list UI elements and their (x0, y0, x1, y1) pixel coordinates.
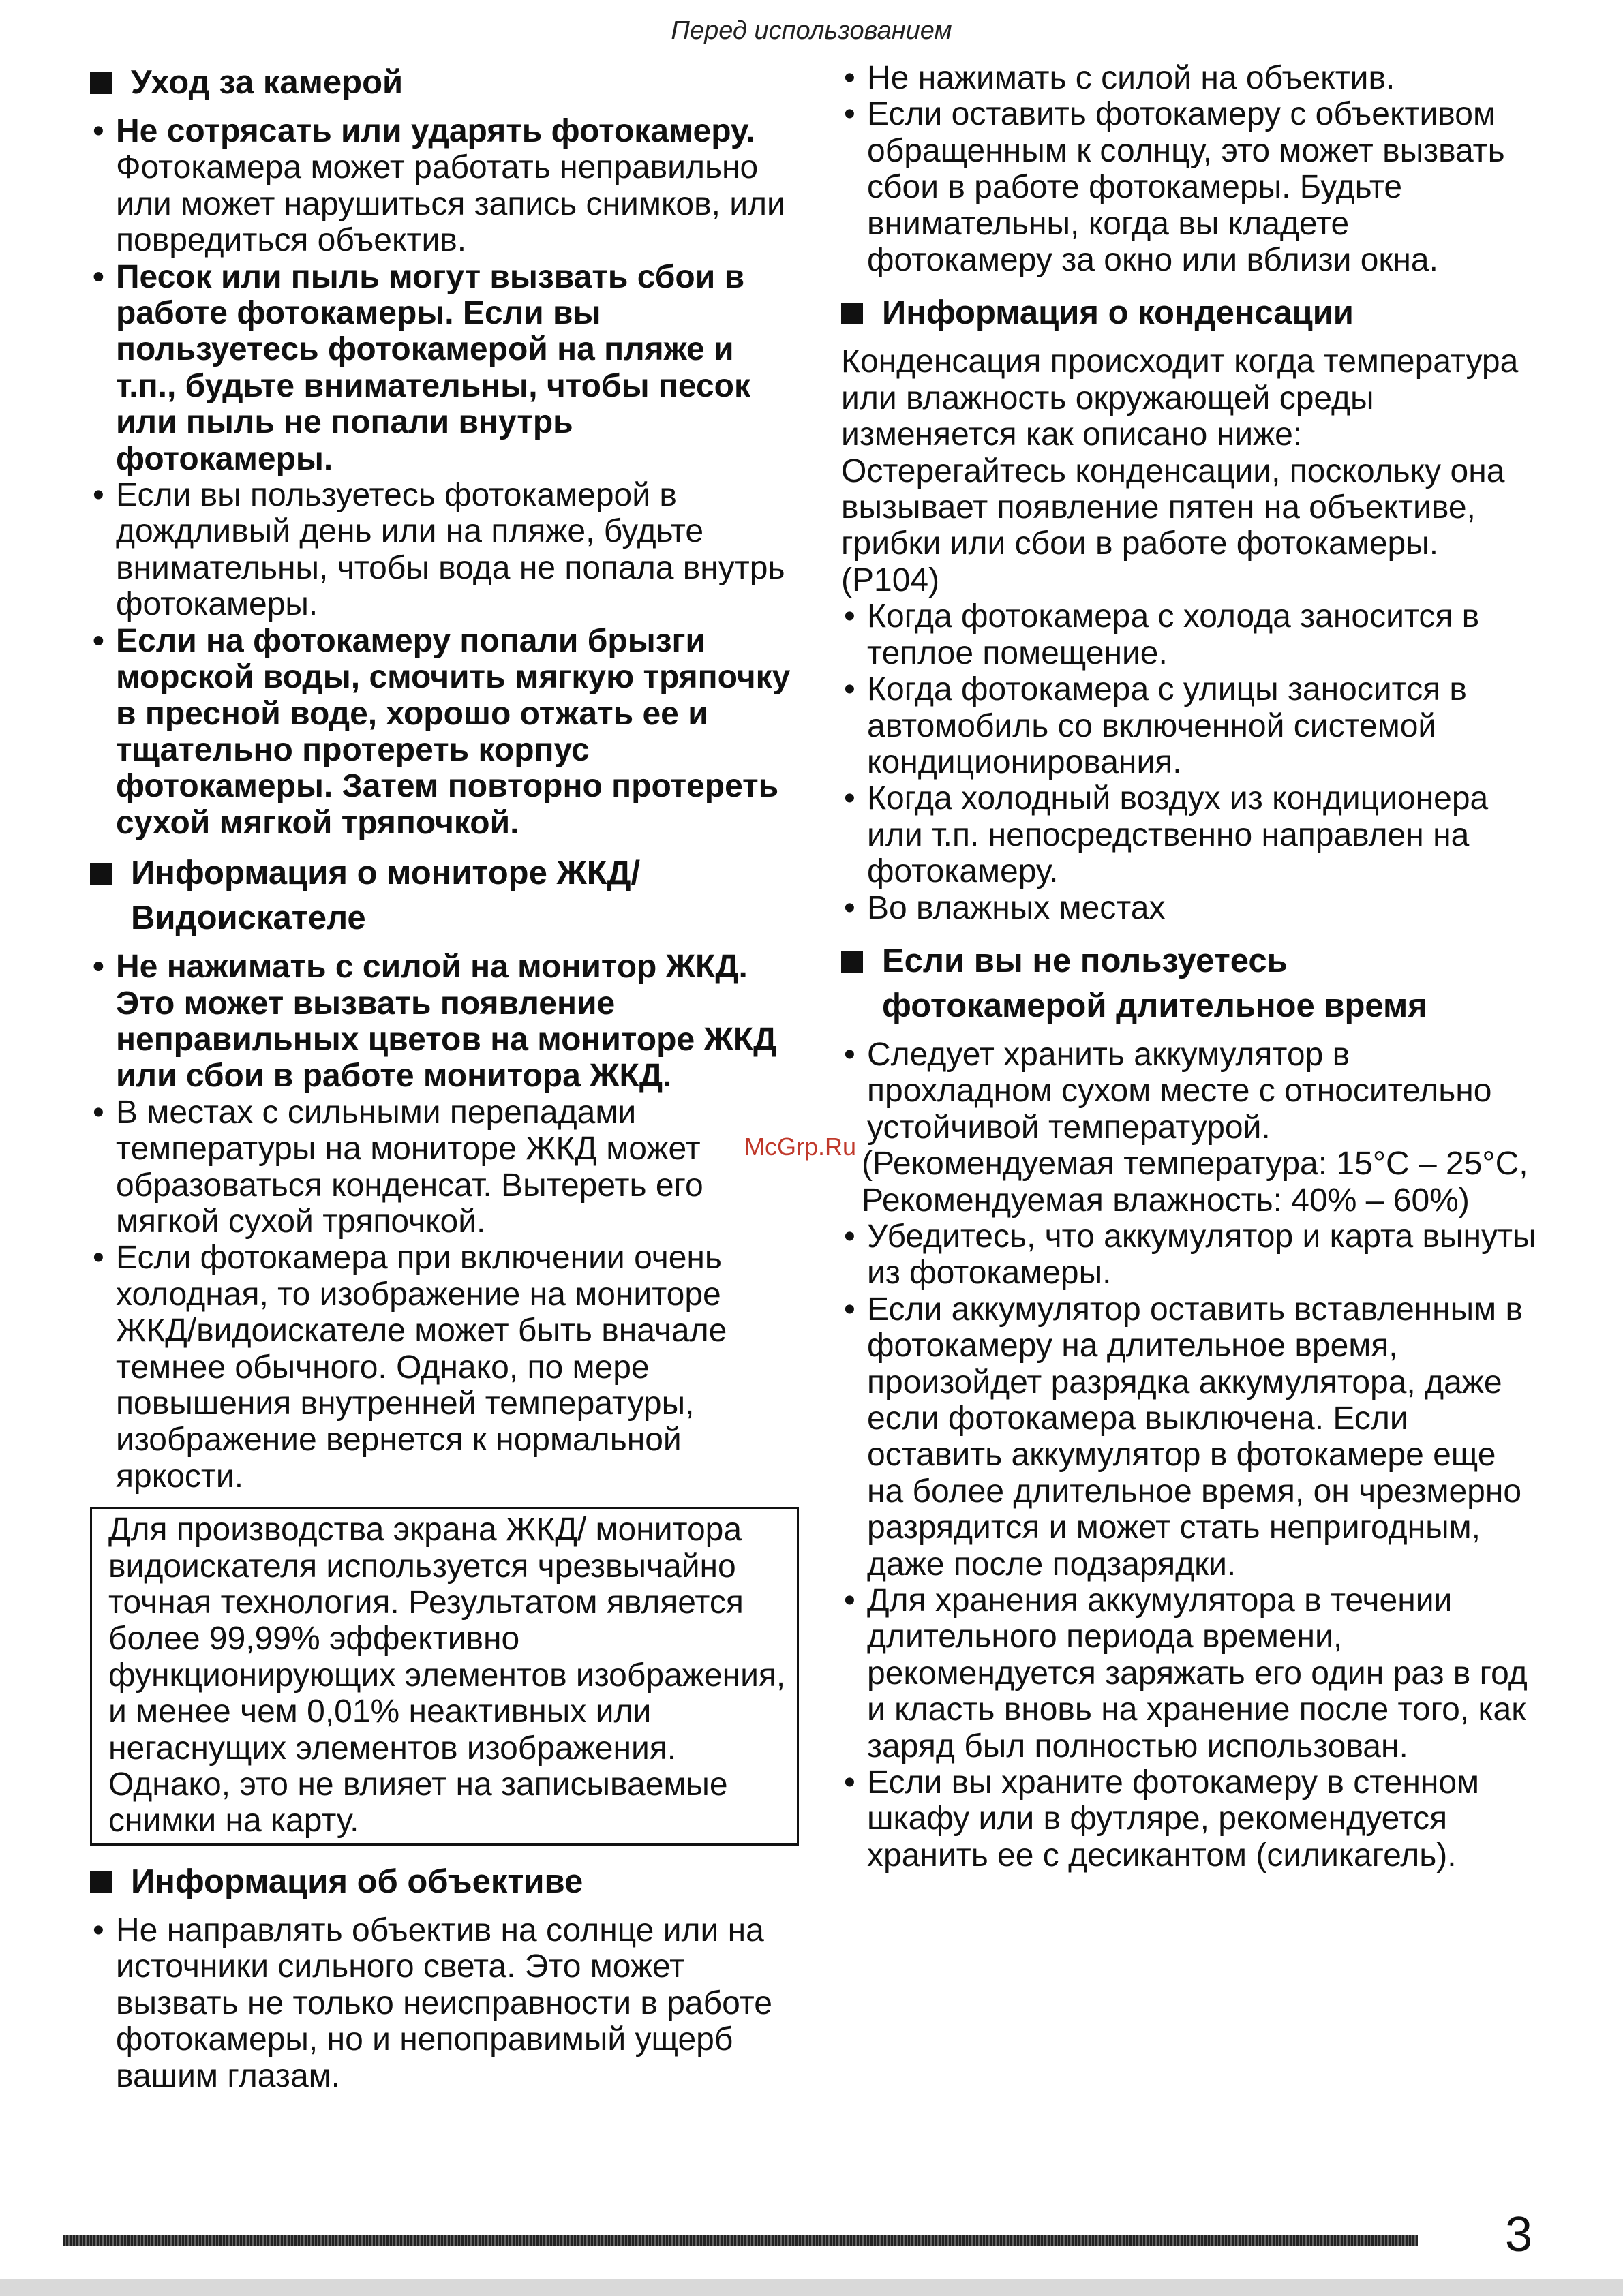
lens-list-continued (841, 60, 1536, 278)
item-text: Фотокамера может работать неправильно или может нарушиться запись снимков, или повредиться объектив. (116, 149, 785, 259)
list-item (90, 1912, 799, 2094)
lead-text: Не сотрясать или ударять фотокамеру. (116, 113, 755, 149)
section-heading-text-line2: Видоискателе (131, 900, 366, 937)
square-bullet-icon (841, 951, 863, 973)
bullet-icon: • (93, 1094, 104, 1131)
recommended-conditions-note: (Рекомендуемая температура: 15°C – 25°C, Рекомендуемая влажность: 40% – 60%) (862, 1146, 1528, 1219)
list-item (90, 113, 799, 259)
bullet-icon: • (844, 671, 855, 708)
item-text: Следует хранить аккумулятор в прохладном сухом месте с относительно устойчивой температурой. (867, 1036, 1492, 1146)
list-item (841, 671, 1536, 780)
list-item (90, 477, 799, 623)
list-item (841, 1291, 1536, 1582)
list-item (841, 1219, 1536, 1291)
bullet-icon: • (93, 622, 104, 659)
item-text: Когда фотокамера с холода заносится в теплое помещение. (867, 598, 1480, 671)
square-bullet-icon (90, 72, 112, 94)
item-text: Во влажных местах (867, 889, 1166, 926)
bullet-icon: • (844, 1764, 855, 1801)
lcd-technology-note-box (90, 1507, 799, 1846)
list-item (841, 1037, 1536, 1146)
section-heading-monitor (90, 851, 799, 940)
item-text: Если аккумулятор оставить вставленным в фотокамеру на длительное время, произойдет разрядка аккумулятора, даже если фотокамера выключена. Если оставить аккумулятор в фотокамере еще на более длительное время, он чрезмерно разрядится и может стать непригодным, даже после подзарядки. (867, 1291, 1523, 1582)
bullet-icon: • (844, 60, 855, 96)
storage-list (841, 1037, 1536, 1146)
bullet-icon: • (844, 1036, 855, 1073)
item-text: В местах с сильными перепадами температуры на мониторе ЖКД может образоваться конденсат. Вытереть его мягкой сухой тряпочкой. (116, 1094, 703, 1240)
monitor-list (90, 949, 799, 1495)
section-heading-text-line2: фотокамерой длительное время (882, 987, 1427, 1024)
item-text: Убедитесь, что аккумулятор и карта вынуты из фотокамеры. (867, 1218, 1536, 1291)
section-heading-long-storage (841, 938, 1536, 1028)
bullet-icon: • (844, 1218, 855, 1255)
condensation-intro-2: Остерегайтесь конденсации, поскольку она вызывает появление пятен на объективе, грибки или сбои в работе фотокамеры. (P104) (841, 453, 1505, 598)
lens-list (90, 1912, 799, 2094)
list-item (841, 96, 1536, 278)
list-item (841, 890, 1536, 926)
bullet-icon: • (93, 113, 104, 149)
item-text: Песок или пыль могут вызвать сбои в работе фотокамеры. Если вы пользуетесь фотокамерой на пляже и т.п., будьте внимательны, чтобы песок или пыль не попали внутрь фотокамеры. (116, 258, 751, 477)
note-text: Для производства экрана ЖКД/ монитора видоискателя используется чрезвычайно точная технология. Результатом является более 99,99% эффективно функционирующих элементов изображения, и менее чем 0,01% неактивных или негаснущих элементов изображения. Однако, это не влияет на записываемые снимки на карту. (108, 1512, 786, 1839)
section-heading-lens (90, 1859, 799, 1904)
bullet-icon: • (844, 780, 855, 817)
footer-rule (63, 2235, 1418, 2246)
list-item (841, 1582, 1536, 1764)
running-header: Перед использованием (671, 16, 952, 45)
item-text: Когда фотокамера с улицы заносится в автомобиль со включенной системой кондиционирования. (867, 671, 1467, 780)
list-item (841, 1764, 1536, 1873)
list-item (90, 1240, 799, 1495)
list-item (90, 1095, 799, 1240)
list-item (841, 60, 1536, 96)
bullet-icon: • (93, 1240, 104, 1276)
camera-care-list (90, 113, 799, 841)
section-heading-text: Если вы не пользуетесь (882, 942, 1288, 979)
square-bullet-icon (841, 303, 863, 324)
watermark: McGrp.Ru (744, 1133, 857, 1161)
list-item (841, 780, 1536, 889)
bullet-icon: • (844, 1582, 855, 1619)
list-item (841, 598, 1536, 671)
item-text: Для хранения аккумулятора в течении длительного периода времени, рекомендуется заряжать его один раз в год и класть вновь на хранение после того, как заряд был полностью использован. (867, 1582, 1528, 1764)
list-item (90, 623, 799, 841)
list-item (90, 949, 799, 1095)
square-bullet-icon (90, 1871, 112, 1893)
condensation-list (841, 598, 1536, 926)
item-text: Когда холодный воздух из кондиционера или т.п. непосредственно направлен на фотокамеру. (867, 780, 1489, 890)
item-text: Не направлять объектив на солнце или на источники сильного света. Это может вызвать не только неисправности в работе фотокамеры, но и непоправимый ущерб вашим глазам. (116, 1912, 772, 2094)
item-text: Не нажимать с силой на монитор ЖКД. Это может вызвать появление неправильных цветов на мониторе ЖКД или сбои в работе монитора ЖКД. (116, 949, 777, 1095)
scan-edge (0, 2279, 1623, 2296)
item-text: Не нажимать с силой на объектив. (867, 60, 1395, 96)
bullet-icon: • (844, 1291, 855, 1328)
storage-list-continued (841, 1219, 1536, 1873)
left-column (90, 60, 799, 2101)
condensation-intro-1: Конденсация происходит когда температура или влажность окружающей среды изменяется как описано ниже: (841, 343, 1519, 453)
section-heading-text: Уход за камерой (131, 64, 404, 101)
right-column (841, 60, 1536, 1880)
item-text: Если фотокамера при включении очень холодная, то изображение на мониторе ЖКД/видоискателе может быть вначале темнее обычного. Однако, по мере повышения внутренней температуры, изображение вернется к нормальной яркости. (116, 1240, 727, 1495)
page-number: 3 (1505, 2207, 1533, 2262)
bullet-icon: • (93, 258, 104, 295)
bullet-icon: • (93, 1912, 104, 1948)
list-item (90, 259, 799, 477)
bullet-icon: • (844, 96, 855, 133)
item-text: Если оставить фотокамеру с объективом обращенным к солнцу, это может вызвать сбои в работе фотокамеры. Будьте внимательны, когда вы кладете фотокамеру за окно или вблизи окна. (867, 96, 1505, 279)
section-heading-camera-care (90, 60, 799, 105)
bullet-icon: • (844, 889, 855, 926)
bullet-icon: • (93, 477, 104, 514)
item-text: Если вы храните фотокамеру в стенном шкафу или в футляре, рекомендуется хранить ее с десикантом (силикагель). (867, 1764, 1480, 1873)
section-heading-text: Информация об объективе (131, 1863, 583, 1900)
bullet-icon: • (93, 949, 104, 985)
section-heading-text: Информация о конденсации (882, 294, 1354, 332)
square-bullet-icon (90, 863, 112, 885)
section-heading-condensation (841, 290, 1536, 335)
item-text: Если на фотокамеру попали брызги морской воды, смочить мягкую тряпочку в пресной воде, хорошо отжать ее и тщательно протереть корпус фотокамеры. Затем повторно протереть сухой мягкой тряпочкой. (116, 622, 791, 841)
section-heading-text: Информация о мониторе ЖКД/ (131, 855, 641, 892)
item-text: Если вы пользуетесь фотокамерой в дождливый день или на пляже, будьте внимательны, чтобы вода не попала внутрь фотокамеры. (116, 477, 785, 623)
bullet-icon: • (844, 598, 855, 635)
